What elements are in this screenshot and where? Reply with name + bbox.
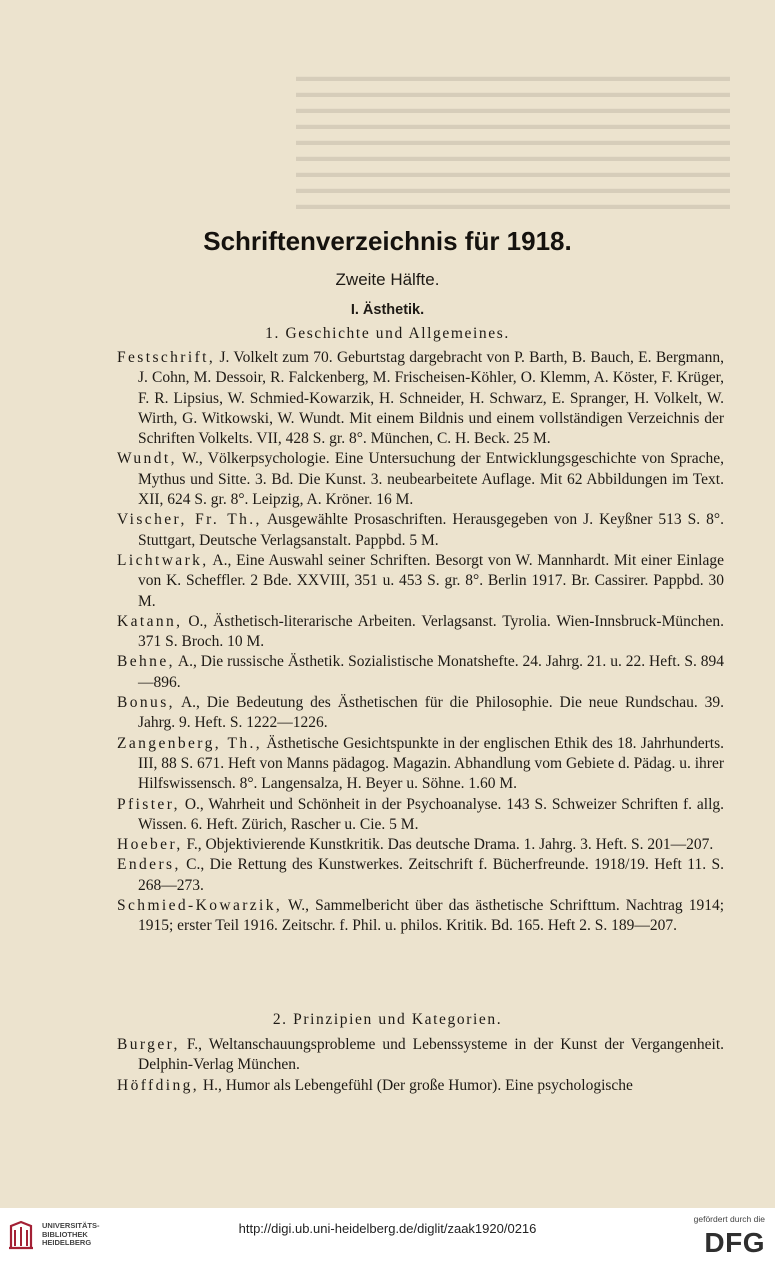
entry-author: Hoeber, [117, 836, 183, 854]
bibliography-entry [117, 795, 724, 836]
page-title: Schriftenverzeichnis für 1918. [203, 226, 572, 256]
library-name: UNIVERSITÄTS- BIBLIOTHEK HEIDELBERG [42, 1221, 100, 1247]
permalink-url[interactable]: http://digi.ub.uni-heidelberg.de/diglit/zaak1920/0216 [238, 1221, 537, 1236]
bibliography-entry [117, 1035, 724, 1076]
subsection-heading-2: 2. Prinzipien und Kategorien. [272, 1011, 503, 1028]
bibliography-entry [117, 612, 724, 653]
bibliography-entry [117, 734, 724, 795]
entry-text: A., Eine Auswahl seiner Schriften. Besorgt von W. Mannhardt. Mit einer Einlage von K. Scheffler. 2 Bde. XXVIII, 351 u. 453 S. gr. 8°. Berlin 1917. Br. Cassirer. Pappbd. 30 M. [138, 551, 724, 610]
entry-author: Behne, [117, 653, 175, 671]
bibliography-entry [117, 855, 724, 896]
entry-author: Zangenberg, Th., [117, 734, 263, 752]
entry-list-1 [117, 348, 724, 937]
bibliography-entry [117, 652, 724, 693]
bibliography-entry [117, 693, 724, 734]
entry-author: Vischer, Fr. Th., [117, 511, 262, 529]
entry-author: Pfister, [117, 795, 180, 813]
entry-text: W., Sammelbericht über das ästhetische Schrifttum. Nachtrag 1914; 1915; erster Teil 1916. Zeitschr. f. Phil. u. philos. Kritik. Bd. 165. Heft 2. S. 189—207. [138, 897, 724, 935]
section-heading: I. Ästhetik. [350, 302, 425, 318]
bibliography-entry [117, 348, 724, 449]
bibliography-entry [117, 449, 724, 510]
entry-author: Bonus, [117, 694, 175, 712]
entry-author: Festschrift, [117, 349, 216, 366]
entry-text: F., Objektivierende Kunstkritik. Das deutsche Drama. 1. Jahrg. 3. Heft. S. 201—207. [182, 836, 714, 854]
bibliography-entry [117, 551, 724, 612]
entry-text: F., Weltanschauungsprobleme und Lebenssysteme in der Kunst der Vergangenheit. Delphin-Verlag München. [138, 1036, 724, 1074]
entry-text: J. Volkelt zum 70. Geburtstag dargebracht von P. Barth, B. Bauch, E. Bergmann, J. Cohn, M. Dessoir, R. Falckenberg, M. Frischeisen-Köhler, O. Klemm, A. Köster, F. Krüger, F. R. Lipsius, W. Schmied-Kowarzik, H. Schneider, H. Schwarz, E. Spranger, H. Volkelt, W. Wirth, G. Witkowski, W. Wundt. Mit einem Bildnis und einem vollständigen Verzeichnis der Schriften Volkelts. VII, 428 S. gr. 8°. München, C. H. Beck. 25 M. [138, 349, 724, 448]
entry-author: Enders, [117, 856, 181, 874]
entry-author: Burger, [117, 1036, 180, 1053]
entry-text: W., Völkerpsychologie. Eine Untersuchung der Entwicklungsgeschichte von Sprache, Mythus und Sitte. 3. Bd. Die Kunst. 3. neubearbeitete Auflage. Mit 62 Abbildungen im Text. XII, 624 S. gr. 8°. Leipzig, A. Kröner. 16 M. [138, 450, 724, 509]
entry-text: Ästhetische Gesichtspunkte in der englischen Ethik des 18. Jahrhunderts. III, 88 S. 671. Heft von Manns pädagog. Magazin. Abhandlung vom Gebiete d. Pädag. u. ihrer Hilfswissensch. 8°. Langensalza, H. Beyer u. Söhne. 1.60 M. [138, 734, 724, 793]
viewer-footer [0, 1208, 775, 1263]
entry-text: A., Die russische Ästhetik. Sozialistische Monatshefte. 24. Jahrg. 21. u. 22. Heft. S. 894—896. [138, 653, 724, 691]
page-subtitle: Zweite Hälfte. [335, 270, 440, 289]
subsection-heading-1: 1. Geschichte und Allgemeines. [265, 325, 510, 342]
entry-text: A., Die Bedeutung des Ästhetischen für die Philosophie. Die neue Rundschau. 39. Jahrg. 9. Heft. S. 1222—1226. [138, 694, 724, 732]
entry-list-2 [117, 1035, 724, 1096]
entry-text: H., Humor als Lebengefühl (Der große Humor). Eine psychologische [199, 1076, 633, 1094]
bibliography-entry [117, 896, 724, 937]
bibliography-entry [117, 1076, 724, 1096]
bibliography-entry [117, 835, 724, 855]
entry-text: O., Wahrheit und Schönheit in der Psychoanalyse. 143 S. Schweizer Schriften f. allg. Wissen. 6. Heft. Zürich, Rascher u. Cie. 5 M. [138, 795, 724, 833]
bibliography-entry [117, 510, 724, 551]
entry-text: O., Ästhetisch-literarische Arbeiten. Verlagsanst. Tyrolia. Wien-Innsbruck-München. 371 S. Broch. 10 M. [138, 612, 724, 651]
dfg-logo: DFG [704, 1227, 765, 1258]
entry-author: Wundt, [117, 450, 177, 468]
entry-author: Katann, [117, 612, 183, 630]
bleed-through-texture: ▬▬▬▬▬▬▬▬▬▬▬▬▬▬▬▬▬▬▬▬▬▬▬▬▬▬▬▬▬▬▬ ▬▬▬▬▬▬▬▬▬▬▬▬▬▬▬▬▬▬▬▬▬▬▬▬▬▬▬▬▬▬▬ ▬▬▬▬▬▬▬▬▬▬▬▬▬▬▬▬▬▬▬▬▬▬▬▬▬▬▬▬▬▬▬ ▬▬▬▬▬▬▬▬▬▬▬▬▬▬▬▬▬▬▬▬▬▬▬▬▬▬▬▬▬▬▬ ▬▬▬▬▬▬▬▬▬▬▬▬▬▬▬▬▬▬▬▬▬▬▬▬▬▬▬▬▬▬▬ ▬▬▬▬▬▬▬▬▬▬▬▬▬▬▬▬▬▬▬▬▬▬▬▬▬▬▬▬▬▬▬ ▬▬▬▬▬▬▬▬▬▬▬▬▬▬▬▬▬▬▬▬▬▬▬▬▬▬▬▬▬▬▬ ▬▬▬▬▬▬▬▬▬▬▬▬▬▬▬▬▬▬▬▬▬▬▬▬▬▬▬▬▬▬▬ ▬▬▬▬▬▬▬▬▬▬▬▬▬▬▬▬▬▬▬▬▬▬▬▬▬▬▬▬▬▬▬ [296, 70, 730, 213]
entry-author: Höffding, [117, 1076, 200, 1094]
entry-text: C., Die Rettung des Kunstwerkes. Zeitschrift f. Bücherfreunde. 1918/19. Heft 11. S. 268—273. [138, 856, 724, 894]
entry-text: Ausgewählte Prosaschriften. Herausgegeben von J. Keyßner 513 S. 8°. Stuttgart, Deutsche Verlagsanstalt. Pappbd. 5 M. [138, 511, 724, 549]
funding-note: gefördert durch die [693, 1214, 765, 1224]
entry-author: Schmied-Kowarzik, [117, 897, 283, 915]
entry-author: Lichtwark, [117, 551, 209, 569]
